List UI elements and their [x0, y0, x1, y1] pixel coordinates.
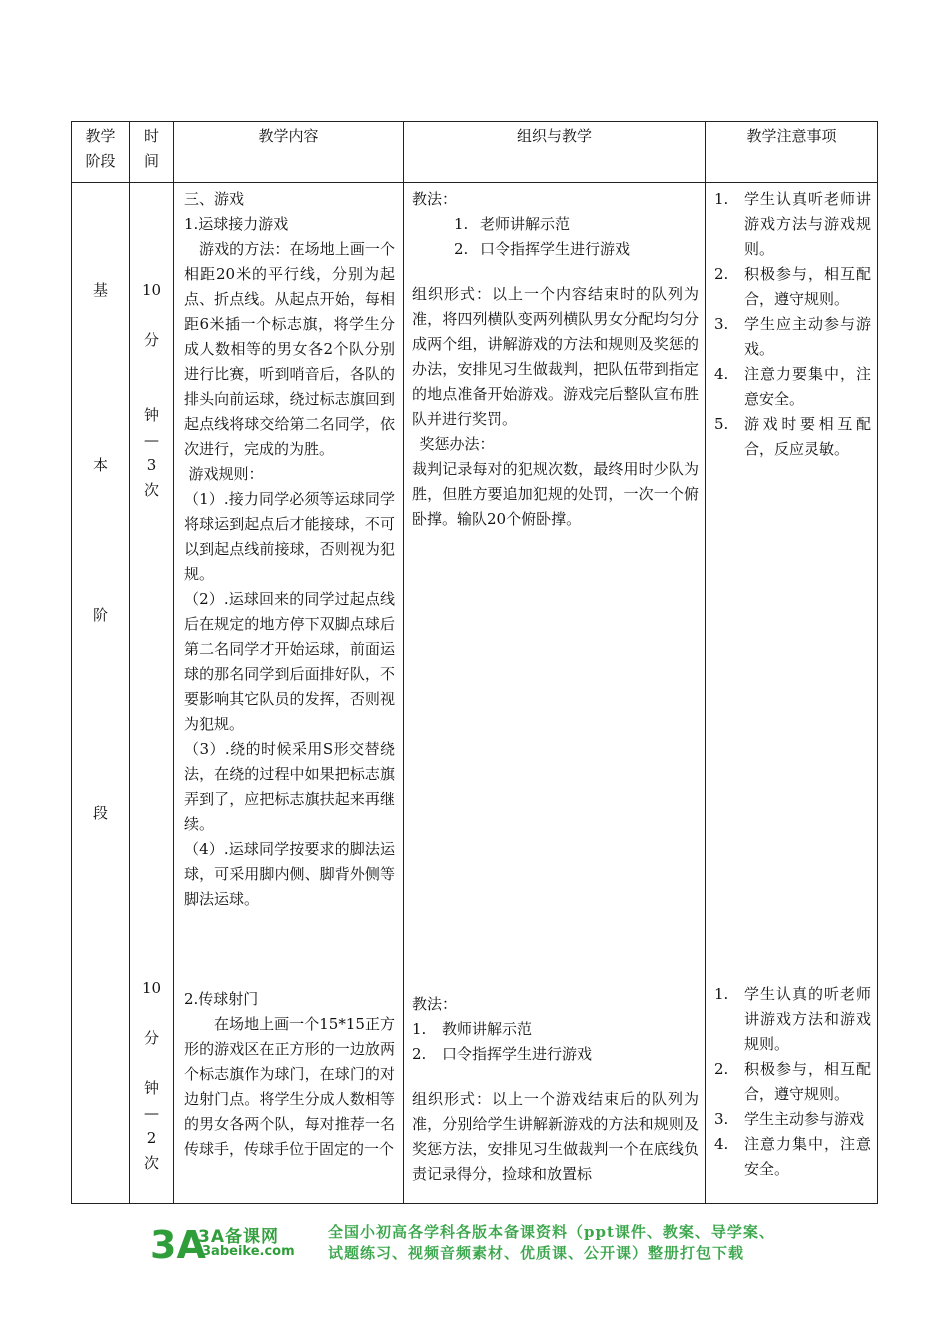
header-organization: 组织与教学 [404, 122, 706, 183]
list-item: 4. 注意力要集中，注意安全。 [714, 365, 871, 408]
game1-rules-title: 游戏规则： [188, 465, 264, 483]
3a-logo-icon [150, 1220, 206, 1267]
rule-4: （4）.运球同学按要求的脚法运球，可采用脚内侧、脚背外侧等脚法运球。 [184, 840, 395, 908]
content-cell [174, 183, 404, 1204]
stage-char: 基 [92, 281, 108, 299]
game1-method: 游戏的方法：在场地上画一个相距20米的平行线，分别为起点、折点线。从起点开始，每相距6米插一个标志旗，将学生分成人数相等的男女各2个队分别进行比赛，听到哨音后，各队的排头向前运球，绕过标志旗回到起点线将球交给第二名同学，依次进行，完成的为胜。 [184, 240, 395, 458]
time-cell [130, 183, 174, 1204]
spacer [714, 462, 871, 982]
time-char: 3 [146, 456, 157, 474]
section-title: 三、游戏 [184, 190, 245, 208]
time-char: 分 [143, 331, 159, 349]
logo-url: 3abeike.com [202, 1244, 295, 1259]
method-steps [412, 1017, 699, 1067]
header-row [72, 122, 878, 183]
header-notes: 教学注意事项 [706, 122, 878, 183]
header-stage: 教学 阶段 [72, 122, 130, 183]
method-label: 教法： [412, 190, 458, 208]
footer-slogan [328, 1222, 848, 1264]
time-char: 钟 [143, 1079, 159, 1097]
reward-text: 裁判记录每对的犯规次数，最终用时少队为胜，但胜方要追加犯规的处罚，一次一个俯卧撑。输队20个俯卧撑。 [412, 460, 699, 528]
game2-title: 2.传球射门 [184, 990, 259, 1008]
game2-method: 在场地上画一个15*15正方形的游戏区在正方形的一边放两个标志旗作为球门，在球门的对边射门点。将学生分成人数相等的男女各两个队，每对推荐一名传球手，传球手位于固定的一个 [184, 1015, 395, 1158]
notes-cell [706, 183, 878, 1204]
list-item: 1. 老师讲解示范 [454, 215, 571, 233]
list-item: 2. 口令指挥学生进行游戏 [454, 240, 631, 258]
spacer [184, 912, 395, 987]
body-row [72, 183, 878, 1204]
notes-list [714, 187, 871, 462]
time-char: 10 [141, 979, 162, 997]
spacer [412, 262, 699, 282]
footer-banner [150, 1218, 850, 1268]
reward-label: 奖惩办法： [419, 435, 495, 453]
list-item: 5. 游戏时要相互配合，反应灵敏。 [714, 415, 871, 458]
time-char: — [144, 1104, 159, 1122]
logo-name: 3A备课网 [198, 1227, 279, 1247]
organization-form: 组织形式：以上一个游戏结束后的队列为准，分别给学生讲解新游戏的方法和规则及奖惩方法，安排见习生做裁判一个在底线负责记录得分，捡球和放置标 [412, 1090, 699, 1183]
stage-char: 段 [92, 804, 108, 822]
stage-char: 本 [92, 456, 108, 474]
spacer [412, 1067, 699, 1087]
rule-2: （2）.运球回来的同学过起点线后在规定的地方停下双脚点球后第二名同学才开始运球，前面运球的那名同学到后面排好队，不要影响其它队员的发挥，否则视为犯规。 [184, 590, 395, 733]
list-item: 2. 口令指挥学生进行游戏 [412, 1045, 593, 1063]
list-item: 2. 积极参与，相互配合，遵守规则。 [714, 1060, 871, 1103]
time-char: 次 [143, 481, 159, 499]
method-label: 教法： [412, 995, 458, 1013]
time-char: 10 [141, 281, 162, 299]
spacer [412, 532, 699, 992]
game1-title: 1.运球接力游戏 [184, 215, 289, 233]
time-char: — [144, 431, 159, 449]
stage-char: 阶 [92, 606, 108, 624]
organization-form: 组织形式：以上一个内容结束时的队列为准，将四列横队变两列横队男女分配均匀分成两个组，讲解游戏的方法和规则及奖惩的办法，安排见习生做裁判，把队伍带到指定的地点准备开始游戏。游戏完后整队宣布胜队并进行奖罚。 [412, 285, 699, 428]
logo-mark: 3A [150, 1223, 206, 1267]
organization-cell [404, 183, 706, 1204]
slogan-line: 试题练习、视频音频素材、优质课、公开课）整册打包下载 [328, 1244, 745, 1262]
header-content: 教学内容 [174, 122, 404, 183]
time-char: 2 [146, 1129, 157, 1147]
notes-list [714, 982, 871, 1182]
time-char: 钟 [143, 406, 159, 424]
header-time: 时 间 [130, 122, 174, 183]
lesson-plan-table [71, 121, 878, 1204]
list-item: 1. 学生认真的听老师讲游戏方法和游戏规则。 [714, 985, 871, 1053]
method-steps [412, 212, 699, 262]
rule-1: （1）.接力同学必须等运球同学将球运到起点后才能接球，不可以到起点线前接球，否则视为犯规。 [184, 490, 395, 583]
stage-cell [72, 183, 130, 1204]
rule-3: （3）.绕的时候采用S形交替绕法，在绕的过程中如果把标志旗弄到了，应把标志旗扶起来再继续。 [184, 740, 395, 833]
list-item: 4. 注意力集中，注意安全。 [714, 1135, 871, 1178]
time-char: 次 [143, 1154, 159, 1172]
list-item: 1. 教师讲解示范 [412, 1020, 533, 1038]
list-item: 2. 积极参与，相互配合，遵守规则。 [714, 265, 871, 308]
time-char: 分 [143, 1029, 159, 1047]
list-item: 1. 学生认真听老师讲游戏方法与游戏规则。 [714, 190, 871, 258]
list-item: 3. 学生主动参与游戏 [714, 1110, 865, 1128]
list-item: 3. 学生应主动参与游戏。 [714, 315, 871, 358]
slogan-line: 全国小初高各学科各版本备课资料（ppt课件、教案、导学案、 [328, 1223, 775, 1241]
